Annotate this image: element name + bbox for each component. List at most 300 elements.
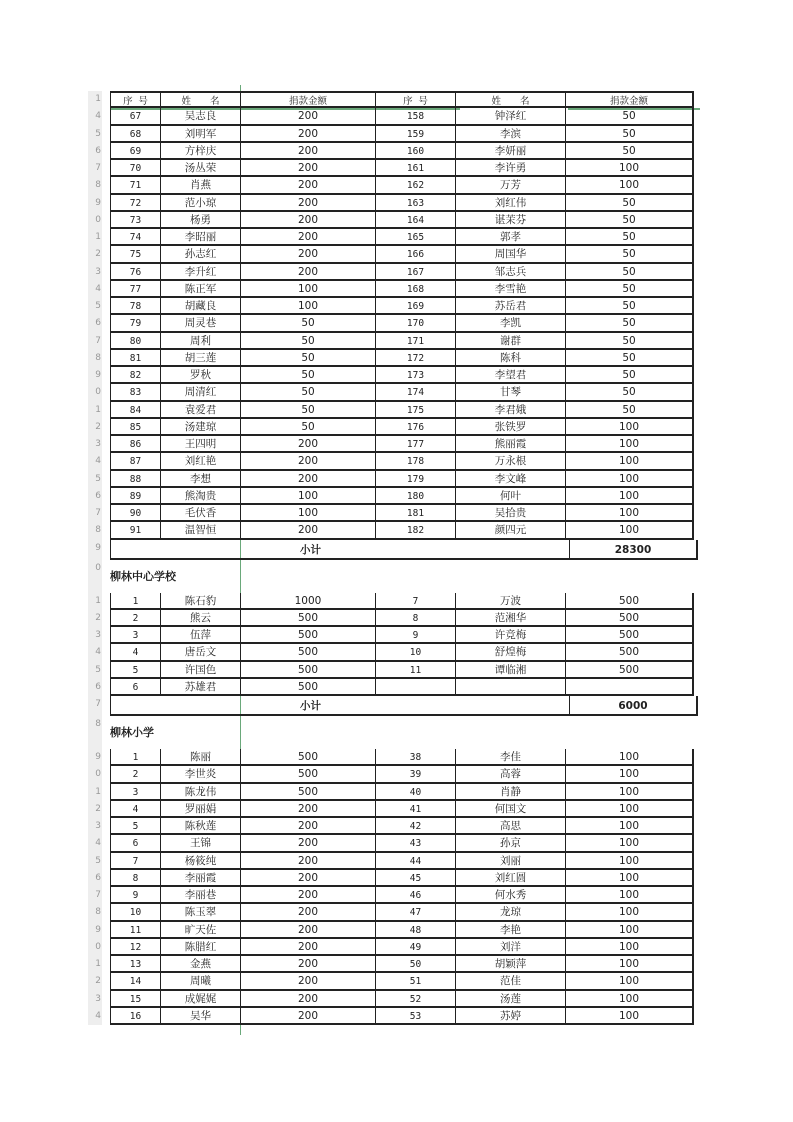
name-cell-2: 李凯 xyxy=(455,315,565,332)
row-header[interactable]: 2 xyxy=(88,610,102,627)
seq-cell: 10 xyxy=(110,904,160,921)
table-row xyxy=(96,229,698,246)
amount-cell: 200 xyxy=(240,160,375,177)
seq-cell-2: 41 xyxy=(375,801,455,818)
row-header[interactable]: 3 xyxy=(88,818,102,835)
seq-cell: 88 xyxy=(110,471,160,488)
amount-cell: 50 xyxy=(240,333,375,350)
name-cell-2: 李滨 xyxy=(455,126,565,143)
seq-cell-2: 46 xyxy=(375,887,455,904)
amount-cell-2: 500 xyxy=(565,627,694,644)
table-row xyxy=(96,212,698,229)
name-cell-2: 苏婷 xyxy=(455,1008,565,1025)
amount-cell: 1000 xyxy=(240,593,375,610)
name-cell: 陈石豹 xyxy=(160,593,240,610)
amount-cell-2: 50 xyxy=(565,212,694,229)
row-header[interactable]: 5 xyxy=(88,298,102,315)
row-header[interactable]: 0 xyxy=(88,384,102,401)
seq-cell-2: 177 xyxy=(375,436,455,453)
subtotal-spacer xyxy=(510,540,569,560)
row-header[interactable]: 1 xyxy=(88,91,102,108)
seq-cell: 9 xyxy=(110,887,160,904)
name-cell: 范小琼 xyxy=(160,195,240,212)
subtotal-spacer xyxy=(510,696,569,716)
name-cell: 杨筱纯 xyxy=(160,853,240,870)
name-cell-2: 何叶 xyxy=(455,488,565,505)
name-cell-2: 何国文 xyxy=(455,801,565,818)
subtotal-row-2 xyxy=(96,696,698,716)
name-cell: 李升红 xyxy=(160,264,240,281)
amount-cell-2: 100 xyxy=(565,991,694,1008)
table-row xyxy=(96,402,698,419)
name-cell-2: 钟泽红 xyxy=(455,108,565,125)
name-cell-2: 刘红伟 xyxy=(455,195,565,212)
name-cell: 陈玉翠 xyxy=(160,904,240,921)
section-title-row xyxy=(96,560,698,593)
seq-cell-2: 168 xyxy=(375,281,455,298)
seq-cell: 5 xyxy=(110,818,160,835)
seq-cell-2: 48 xyxy=(375,922,455,939)
amount-cell-2 xyxy=(565,679,694,696)
row-header[interactable]: 6 xyxy=(88,488,102,505)
table-row xyxy=(96,610,698,627)
row-header[interactable]: 9 xyxy=(88,195,102,212)
seq-cell: 1 xyxy=(110,593,160,610)
amount-cell: 200 xyxy=(240,212,375,229)
row-header[interactable]: 5 xyxy=(88,126,102,143)
name-cell: 周清红 xyxy=(160,384,240,401)
name-cell: 周灵巷 xyxy=(160,315,240,332)
amount-cell-2: 50 xyxy=(565,402,694,419)
name-cell: 陈龙伟 xyxy=(160,784,240,801)
seq-cell: 81 xyxy=(110,350,160,367)
seq-cell-2: 9 xyxy=(375,627,455,644)
seq-cell-2: 160 xyxy=(375,143,455,160)
row-header[interactable]: 0 xyxy=(88,766,102,783)
table-row xyxy=(96,488,698,505)
seq-cell-2: 39 xyxy=(375,766,455,783)
seq-cell-2: 169 xyxy=(375,298,455,315)
amount-cell-2: 100 xyxy=(565,784,694,801)
amount-cell-2: 50 xyxy=(565,264,694,281)
amount-cell-2: 100 xyxy=(565,471,694,488)
section-title: 柳林中心学校 xyxy=(110,569,176,583)
row-header[interactable]: 4 xyxy=(88,835,102,852)
table-row xyxy=(96,973,698,990)
name-cell-2: 熊丽霞 xyxy=(455,436,565,453)
table-row xyxy=(96,766,698,783)
table-row xyxy=(96,627,698,644)
header-name-2: 姓 名 xyxy=(455,91,565,108)
subtotal-value: 6000 xyxy=(569,696,698,716)
table-row xyxy=(96,887,698,904)
name-cell-2: 汤莲 xyxy=(455,991,565,1008)
row-header[interactable]: 8 xyxy=(88,904,102,921)
seq-cell-2: 8 xyxy=(375,610,455,627)
subtotal-label: 小计 xyxy=(110,540,510,560)
seq-cell-2: 162 xyxy=(375,177,455,194)
name-cell-2: 刘丽 xyxy=(455,853,565,870)
row-header[interactable]: 1 xyxy=(88,593,102,610)
seq-cell-2: 165 xyxy=(375,229,455,246)
name-cell-2: 李文峰 xyxy=(455,471,565,488)
seq-cell-2: 159 xyxy=(375,126,455,143)
table-row xyxy=(96,870,698,887)
amount-cell-2: 50 xyxy=(565,281,694,298)
name-cell: 毛伏香 xyxy=(160,505,240,522)
row-header[interactable]: 0 xyxy=(88,560,102,593)
seq-cell-2: 47 xyxy=(375,904,455,921)
amount-cell-2: 100 xyxy=(565,436,694,453)
table-row xyxy=(96,350,698,367)
seq-cell-2: 166 xyxy=(375,246,455,263)
name-cell: 苏雄君 xyxy=(160,679,240,696)
amount-cell: 200 xyxy=(240,801,375,818)
section-title-row xyxy=(96,716,698,749)
table-row xyxy=(96,644,698,661)
row-header[interactable]: 7 xyxy=(88,505,102,522)
table-row xyxy=(96,904,698,921)
name-cell: 刘红艳 xyxy=(160,453,240,470)
row-header[interactable]: 8 xyxy=(88,177,102,194)
table-row xyxy=(96,281,698,298)
seq-cell-2: 158 xyxy=(375,108,455,125)
amount-cell-2: 100 xyxy=(565,453,694,470)
amount-cell-2: 50 xyxy=(565,126,694,143)
seq-cell: 73 xyxy=(110,212,160,229)
row-header[interactable]: 5 xyxy=(88,662,102,679)
table-row xyxy=(96,749,698,766)
subtotal-row-1 xyxy=(96,540,698,560)
amount-cell-2: 100 xyxy=(565,488,694,505)
amount-cell-2: 50 xyxy=(565,298,694,315)
row-header[interactable]: 4 xyxy=(88,108,102,125)
row-header[interactable]: 3 xyxy=(88,627,102,644)
seq-cell-2: 180 xyxy=(375,488,455,505)
table-row xyxy=(96,593,698,610)
name-cell-2: 刘洋 xyxy=(455,939,565,956)
name-cell-2: 肖静 xyxy=(455,784,565,801)
name-cell: 罗秋 xyxy=(160,367,240,384)
table-row xyxy=(96,522,698,539)
name-cell: 陈秋莲 xyxy=(160,818,240,835)
seq-cell-2: 45 xyxy=(375,870,455,887)
name-cell: 王四明 xyxy=(160,436,240,453)
row-header[interactable]: 2 xyxy=(88,419,102,436)
name-cell: 杨勇 xyxy=(160,212,240,229)
name-cell-2: 龙琼 xyxy=(455,904,565,921)
amount-cell-2: 500 xyxy=(565,610,694,627)
amount-cell: 100 xyxy=(240,298,375,315)
name-cell: 熊淘贵 xyxy=(160,488,240,505)
seq-cell: 3 xyxy=(110,627,160,644)
row-header[interactable]: 7 xyxy=(88,333,102,350)
amount-cell-2: 500 xyxy=(565,644,694,661)
amount-cell: 200 xyxy=(240,887,375,904)
header-seq: 序 号 xyxy=(110,91,160,108)
name-cell-2: 万波 xyxy=(455,593,565,610)
subtotal-value: 28300 xyxy=(569,540,698,560)
table-row xyxy=(96,143,698,160)
amount-cell: 500 xyxy=(240,766,375,783)
name-cell-2: 张铁罗 xyxy=(455,419,565,436)
block3-rows xyxy=(96,749,698,1025)
table-row xyxy=(96,956,698,973)
amount-cell: 500 xyxy=(240,784,375,801)
amount-cell: 200 xyxy=(240,904,375,921)
row-header[interactable]: 3 xyxy=(88,991,102,1008)
seq-cell-2: 51 xyxy=(375,973,455,990)
name-cell-2: 甘琴 xyxy=(455,384,565,401)
row-header[interactable]: 8 xyxy=(88,716,102,749)
seq-cell-2: 171 xyxy=(375,333,455,350)
row-header[interactable]: 4 xyxy=(88,644,102,661)
row-header[interactable]: 4 xyxy=(88,453,102,470)
amount-cell-2: 100 xyxy=(565,835,694,852)
name-cell: 陈丽 xyxy=(160,749,240,766)
name-cell: 孙志红 xyxy=(160,246,240,263)
name-cell: 陈正军 xyxy=(160,281,240,298)
amount-cell: 200 xyxy=(240,246,375,263)
amount-cell: 200 xyxy=(240,195,375,212)
amount-cell-2: 100 xyxy=(565,749,694,766)
seq-cell: 67 xyxy=(110,108,160,125)
seq-cell: 1 xyxy=(110,749,160,766)
seq-cell: 83 xyxy=(110,384,160,401)
amount-cell: 200 xyxy=(240,436,375,453)
amount-cell: 50 xyxy=(240,419,375,436)
table-row xyxy=(96,333,698,350)
row-header[interactable]: 7 xyxy=(88,887,102,904)
row-header[interactable]: 9 xyxy=(88,922,102,939)
seq-cell: 90 xyxy=(110,505,160,522)
name-cell: 袁爱君 xyxy=(160,402,240,419)
seq-cell-2: 170 xyxy=(375,315,455,332)
amount-cell: 200 xyxy=(240,522,375,539)
amount-cell: 200 xyxy=(240,853,375,870)
table-row xyxy=(96,818,698,835)
name-cell-2: 李望君 xyxy=(455,367,565,384)
name-cell-2: 李艳 xyxy=(455,922,565,939)
row-header[interactable]: 1 xyxy=(88,402,102,419)
seq-cell: 2 xyxy=(110,766,160,783)
row-header[interactable]: 2 xyxy=(88,973,102,990)
seq-cell: 11 xyxy=(110,922,160,939)
amount-cell: 50 xyxy=(240,350,375,367)
row-header[interactable]: 1 xyxy=(88,784,102,801)
amount-cell-2: 100 xyxy=(565,939,694,956)
seq-cell: 87 xyxy=(110,453,160,470)
amount-cell-2: 50 xyxy=(565,333,694,350)
seq-cell: 8 xyxy=(110,870,160,887)
name-cell: 胡三莲 xyxy=(160,350,240,367)
amount-cell: 50 xyxy=(240,367,375,384)
row-header[interactable]: 5 xyxy=(88,471,102,488)
seq-cell-2: 173 xyxy=(375,367,455,384)
amount-cell: 500 xyxy=(240,627,375,644)
row-header[interactable]: 8 xyxy=(88,350,102,367)
row-header[interactable]: 9 xyxy=(88,367,102,384)
name-cell: 汤建琼 xyxy=(160,419,240,436)
row-header[interactable]: 9 xyxy=(88,540,102,560)
name-cell: 金燕 xyxy=(160,956,240,973)
amount-cell: 200 xyxy=(240,973,375,990)
amount-cell: 200 xyxy=(240,177,375,194)
amount-cell: 200 xyxy=(240,818,375,835)
amount-cell-2: 100 xyxy=(565,419,694,436)
seq-cell-2: 50 xyxy=(375,956,455,973)
amount-cell-2: 500 xyxy=(565,662,694,679)
seq-cell: 76 xyxy=(110,264,160,281)
row-header[interactable]: 5 xyxy=(88,853,102,870)
seq-cell: 75 xyxy=(110,246,160,263)
name-cell-2: 李许勇 xyxy=(455,160,565,177)
row-header[interactable]: 7 xyxy=(88,696,102,716)
amount-cell-2: 100 xyxy=(565,870,694,887)
seq-cell-2: 175 xyxy=(375,402,455,419)
row-header[interactable]: 1 xyxy=(88,229,102,246)
row-header[interactable]: 3 xyxy=(88,264,102,281)
row-header[interactable]: 3 xyxy=(88,436,102,453)
amount-cell-2: 500 xyxy=(565,593,694,610)
amount-cell: 500 xyxy=(240,679,375,696)
header-amount-2: 捐款金额 xyxy=(565,91,694,108)
seq-cell: 7 xyxy=(110,853,160,870)
amount-cell-2: 100 xyxy=(565,904,694,921)
table-row xyxy=(96,853,698,870)
row-header[interactable]: 2 xyxy=(88,246,102,263)
amount-cell: 50 xyxy=(240,315,375,332)
name-cell: 胡藏良 xyxy=(160,298,240,315)
seq-cell-2: 49 xyxy=(375,939,455,956)
block2-rows xyxy=(96,593,698,697)
table-row xyxy=(96,453,698,470)
row-header[interactable]: 2 xyxy=(88,801,102,818)
seq-cell-2: 164 xyxy=(375,212,455,229)
seq-cell: 4 xyxy=(110,801,160,818)
row-header[interactable]: 0 xyxy=(88,212,102,229)
row-header[interactable]: 6 xyxy=(88,679,102,696)
row-header[interactable]: 0 xyxy=(88,939,102,956)
amount-cell: 100 xyxy=(240,505,375,522)
table-row xyxy=(96,298,698,315)
amount-cell: 50 xyxy=(240,384,375,401)
table-row xyxy=(96,367,698,384)
seq-cell: 85 xyxy=(110,419,160,436)
name-cell: 罗丽娟 xyxy=(160,801,240,818)
seq-cell-2: 176 xyxy=(375,419,455,436)
amount-cell: 200 xyxy=(240,471,375,488)
seq-cell-2: 11 xyxy=(375,662,455,679)
amount-cell-2: 100 xyxy=(565,853,694,870)
seq-cell: 82 xyxy=(110,367,160,384)
seq-cell: 80 xyxy=(110,333,160,350)
name-cell-2: 孙京 xyxy=(455,835,565,852)
table-row xyxy=(96,315,698,332)
row-header[interactable]: 1 xyxy=(88,956,102,973)
seq-cell-2: 182 xyxy=(375,522,455,539)
name-cell-2: 颜四元 xyxy=(455,522,565,539)
seq-cell-2: 38 xyxy=(375,749,455,766)
amount-cell: 500 xyxy=(240,610,375,627)
seq-cell-2: 181 xyxy=(375,505,455,522)
table-row xyxy=(96,160,698,177)
amount-cell: 500 xyxy=(240,749,375,766)
name-cell: 李丽巷 xyxy=(160,887,240,904)
name-cell-2: 邹志兵 xyxy=(455,264,565,281)
table-row xyxy=(96,835,698,852)
amount-cell-2: 100 xyxy=(565,505,694,522)
amount-cell: 200 xyxy=(240,229,375,246)
table-row xyxy=(96,108,698,125)
seq-cell-2: 174 xyxy=(375,384,455,401)
table-row xyxy=(96,922,698,939)
table-row xyxy=(96,264,698,281)
amount-cell-2: 100 xyxy=(565,973,694,990)
name-cell-2: 何水秀 xyxy=(455,887,565,904)
table-row xyxy=(96,436,698,453)
seq-cell-2: 7 xyxy=(375,593,455,610)
amount-cell: 200 xyxy=(240,143,375,160)
name-cell-2: 苏岳君 xyxy=(455,298,565,315)
seq-cell: 89 xyxy=(110,488,160,505)
seq-cell: 86 xyxy=(110,436,160,453)
row-header[interactable]: 6 xyxy=(88,315,102,332)
row-header[interactable]: 8 xyxy=(88,522,102,539)
header-name: 姓 名 xyxy=(160,91,240,108)
table-row xyxy=(96,1008,698,1025)
table-row xyxy=(96,419,698,436)
seq-cell-2: 163 xyxy=(375,195,455,212)
name-cell: 方梓庆 xyxy=(160,143,240,160)
row-header[interactable]: 4 xyxy=(88,281,102,298)
name-cell-2: 李佳 xyxy=(455,749,565,766)
seq-cell-2: 43 xyxy=(375,835,455,852)
seq-cell: 72 xyxy=(110,195,160,212)
seq-cell: 16 xyxy=(110,1008,160,1025)
amount-cell: 200 xyxy=(240,870,375,887)
name-cell: 温智恒 xyxy=(160,522,240,539)
amount-cell-2: 100 xyxy=(565,922,694,939)
name-cell-2: 谢群 xyxy=(455,333,565,350)
amount-cell-2: 100 xyxy=(565,887,694,904)
amount-cell-2: 100 xyxy=(565,177,694,194)
name-cell: 许国色 xyxy=(160,662,240,679)
name-cell-2: 刘红圆 xyxy=(455,870,565,887)
row-header[interactable]: 6 xyxy=(88,870,102,887)
name-cell-2: 胡颖萍 xyxy=(455,956,565,973)
name-cell-2: 舒煌梅 xyxy=(455,644,565,661)
amount-cell: 200 xyxy=(240,835,375,852)
amount-cell-2: 100 xyxy=(565,956,694,973)
row-header[interactable]: 7 xyxy=(88,160,102,177)
row-header[interactable]: 6 xyxy=(88,143,102,160)
amount-cell-2: 100 xyxy=(565,1008,694,1025)
name-cell-2: 郭孝 xyxy=(455,229,565,246)
row-header[interactable]: 4 xyxy=(88,1008,102,1025)
table-row xyxy=(96,784,698,801)
seq-cell: 77 xyxy=(110,281,160,298)
amount-cell-2: 100 xyxy=(565,801,694,818)
row-header[interactable]: 9 xyxy=(88,749,102,766)
amount-cell-2: 50 xyxy=(565,367,694,384)
name-cell-2: 高蓉 xyxy=(455,766,565,783)
seq-cell: 70 xyxy=(110,160,160,177)
name-cell: 李昭丽 xyxy=(160,229,240,246)
seq-cell: 15 xyxy=(110,991,160,1008)
name-cell-2: 周国华 xyxy=(455,246,565,263)
seq-cell-2: 44 xyxy=(375,853,455,870)
